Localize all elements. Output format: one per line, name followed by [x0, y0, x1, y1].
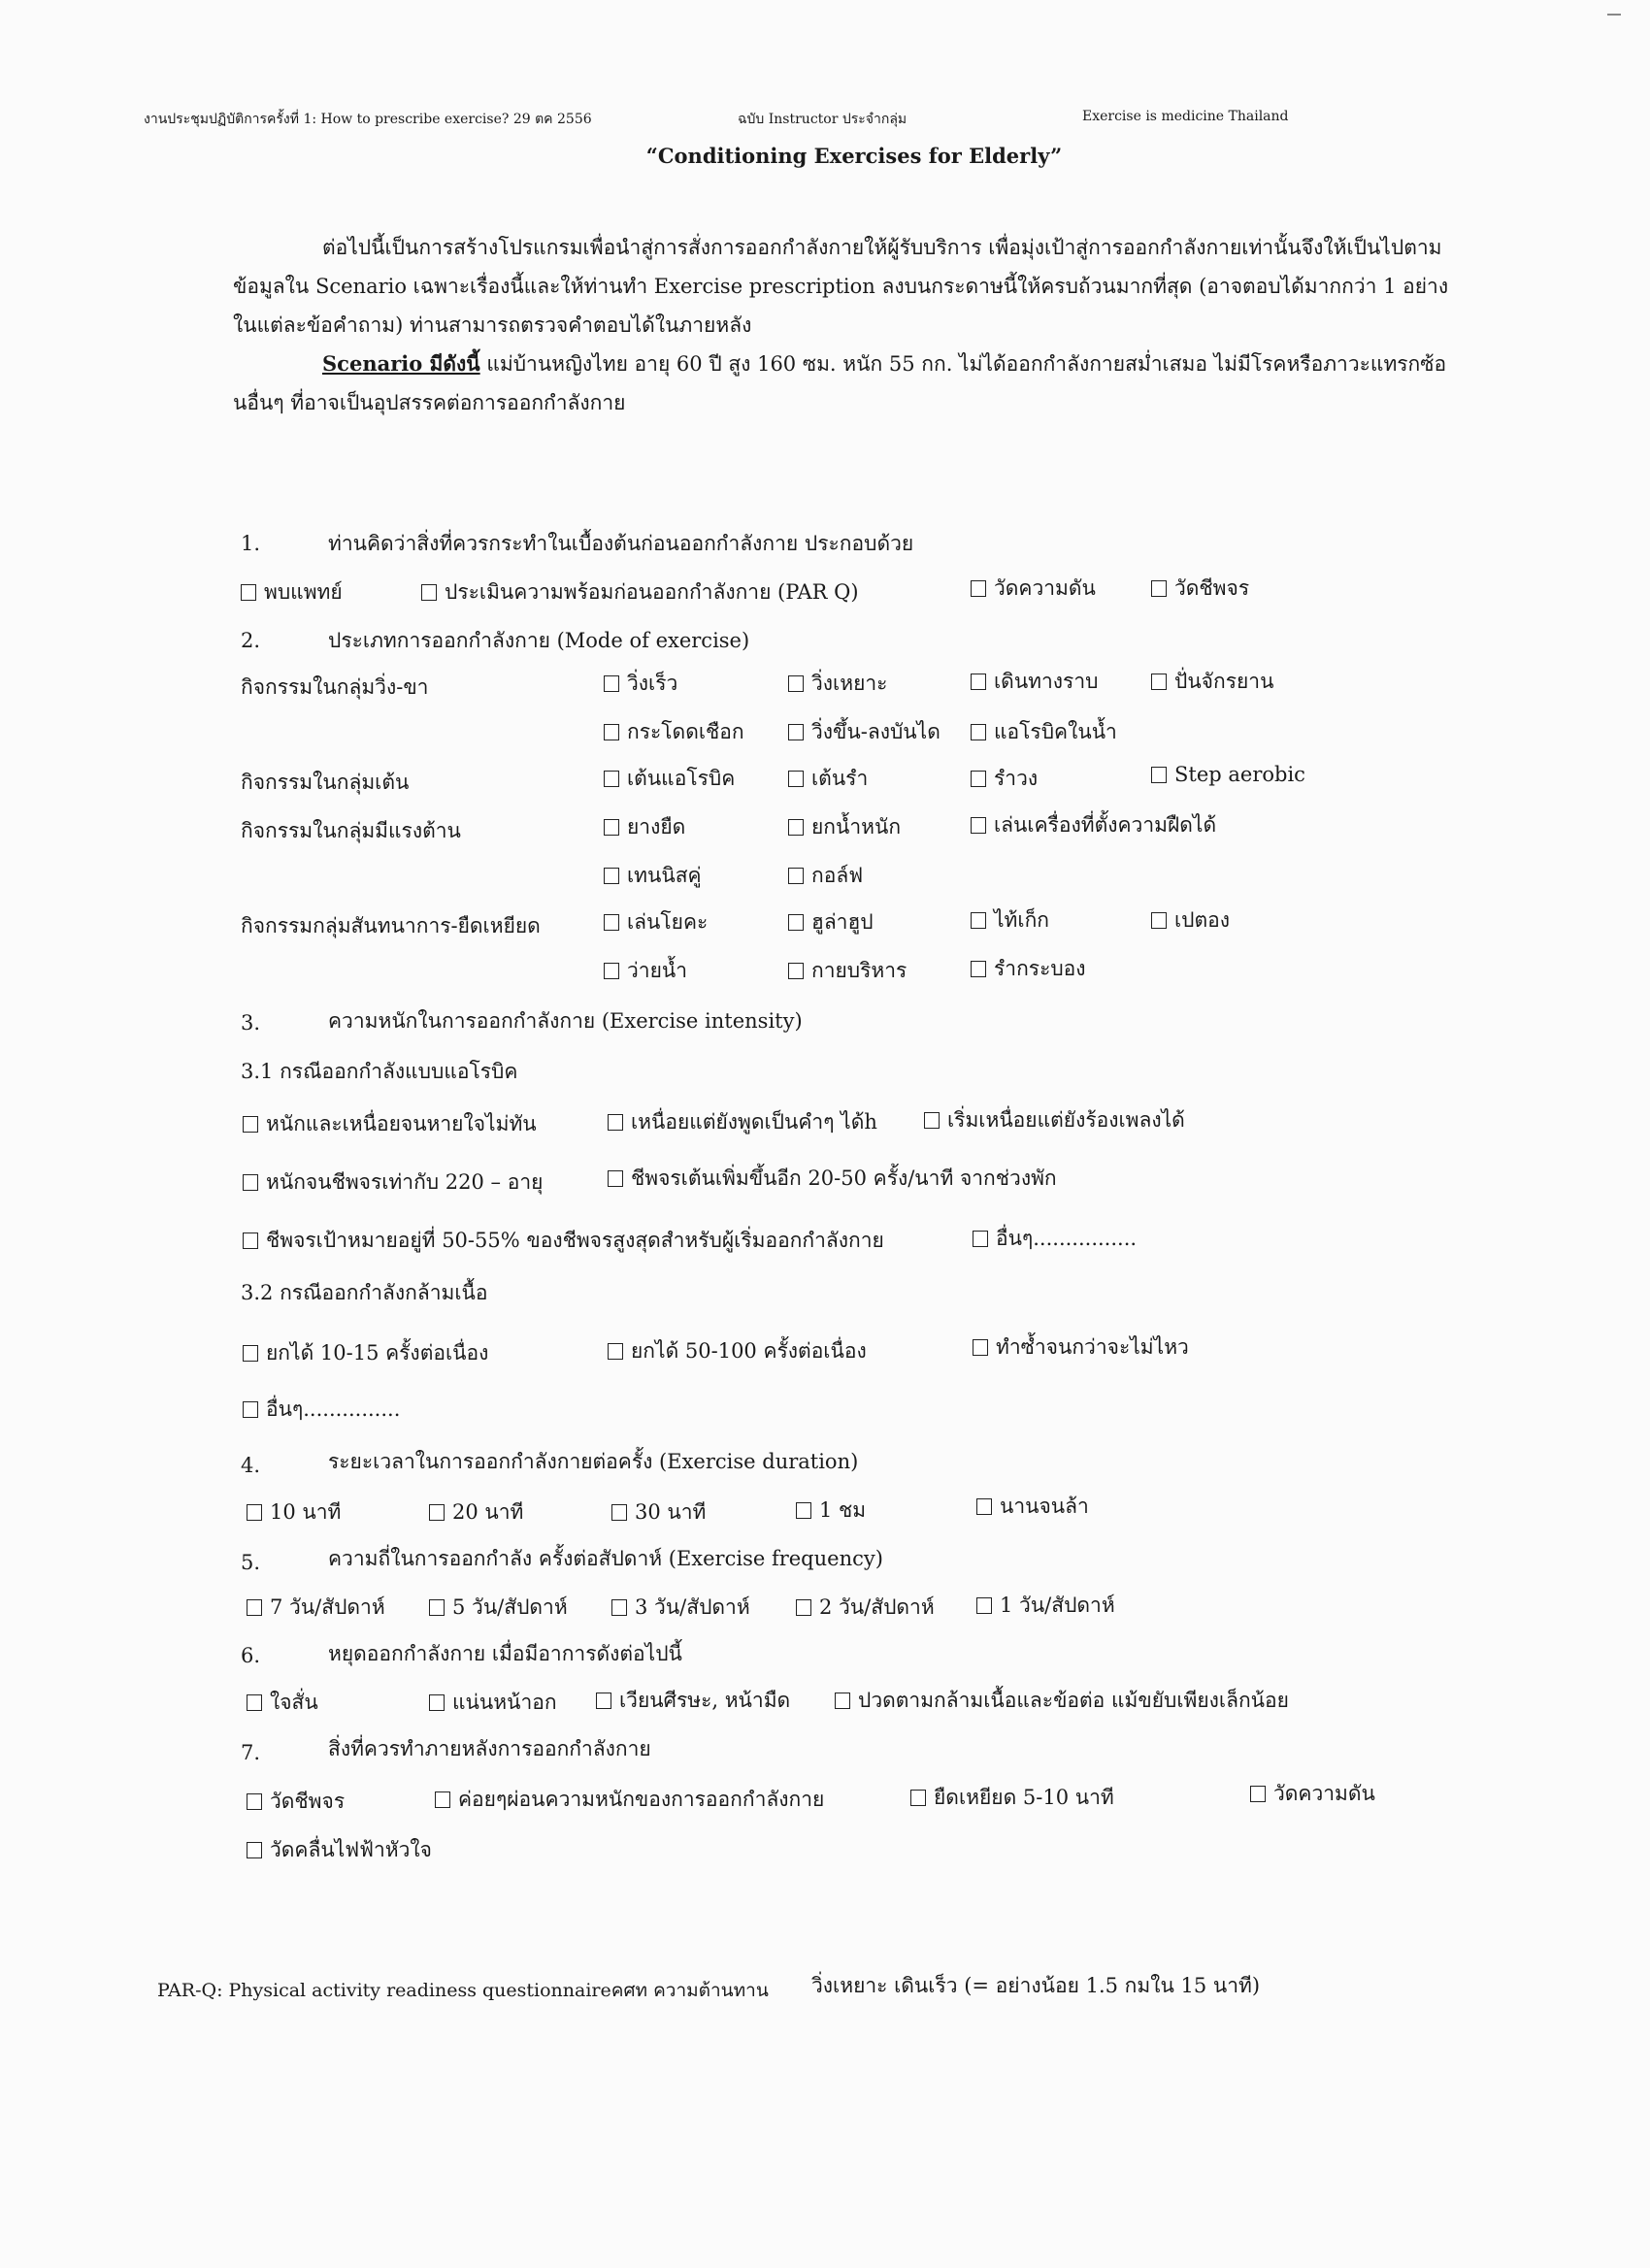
checkbox[interactable] [608, 1343, 623, 1360]
q3-question: ความหนักในการออกกำลังกาย (Exercise intensity) [328, 1009, 803, 1033]
q3-1-option[interactable]: เริ่มเหนื่อยแต่ยังร้องเพลงได้ [924, 1104, 1185, 1136]
q7-question: สิ่งที่ควรทำภายหลังการออกกำลังกาย [328, 1737, 651, 1760]
checkbox[interactable] [429, 1694, 445, 1711]
checkbox[interactable] [971, 961, 986, 977]
checkbox[interactable] [604, 868, 619, 884]
q3-2-option[interactable]: ทำซ้ำจนกว่าจะไม่ไหว [973, 1331, 1189, 1364]
checkbox[interactable] [247, 1793, 262, 1810]
checkbox[interactable] [247, 1842, 262, 1858]
q1-number: 1. [241, 532, 261, 555]
q2-group-dance-label: กิจกรรมในกลุ่มเต้น [241, 771, 410, 794]
checkbox[interactable] [973, 1231, 988, 1247]
checkbox[interactable] [604, 914, 619, 931]
checkbox[interactable] [608, 1170, 623, 1187]
checkbox[interactable] [971, 674, 986, 690]
q2-option[interactable]: ปั่นจักรยาน [1151, 666, 1273, 698]
q2-option[interactable]: รำกระบอง [971, 953, 1086, 985]
checkbox[interactable] [421, 584, 437, 601]
checkbox[interactable] [604, 819, 619, 836]
q7-number: 7. [241, 1741, 261, 1764]
q3-2-option[interactable]: ยกได้ 10-15 ครั้งต่อเนื่อง [243, 1337, 488, 1369]
checkbox[interactable] [243, 1345, 258, 1362]
q3-2-option[interactable]: ยกได้ 50-100 ครั้งต่อเนื่อง [608, 1335, 867, 1367]
checkbox[interactable] [604, 963, 619, 979]
q5-option[interactable]: 2 วัน/สัปดาห์ [796, 1592, 935, 1624]
q1-question: ท่านคิดว่าสิ่งที่ควรกระทำในเบื้องต้นก่อนออกกำลังกาย ประกอบด้วย [328, 532, 914, 555]
checkbox[interactable] [604, 675, 619, 692]
checkbox[interactable] [973, 1339, 988, 1356]
header-organization: Exercise is medicine Thailand [1082, 109, 1289, 124]
footer-parq-note: PAR-Q: Physical activity readiness questionnaireคศท ความต้านทาน [157, 1980, 769, 2001]
header-workshop: งานประชุมปฏิบัติการครั้งที่ 1: How to prescribe exercise? 29 ตค 2556 [144, 112, 592, 127]
q4-option[interactable]: นานจนล้า [976, 1491, 1089, 1523]
q4-option[interactable]: 10 นาที [247, 1496, 341, 1528]
q3-1-option[interactable]: เหนื่อยแต่ยังพูดเป็นคำๆ ได้h [608, 1106, 877, 1138]
checkbox[interactable] [796, 1502, 811, 1519]
q1-option-parq[interactable]: ประเมินความพร้อมก่อนออกกำลังกาย (PAR Q) [421, 576, 859, 608]
intro-block [233, 228, 1456, 422]
q2-option[interactable]: ว่ายน้ำ [604, 955, 687, 987]
q2-option[interactable]: แอโรบิคในน้ำ [971, 716, 1117, 748]
scenario-text: แม่บ้านหญิงไทย อายุ 60 ปี สูง 160 ซม. หนัก 55 กก. ไม่ได้ออกกำลังกายสม่ำเสมอ ไม่มีโรคหรือภาวะแทรกซ้อนอื่นๆ ที่อาจเป็นอุปสรรคต่อการออกกำลังกาย [233, 352, 1447, 414]
checkbox[interactable] [924, 1112, 940, 1129]
checkbox[interactable] [247, 1504, 262, 1521]
q2-option[interactable]: เต้นแอโรบิค [604, 763, 735, 795]
q3-1-option[interactable]: ชีพจรเต้นเพิ่มขึ้นอีก 20-50 ครั้ง/นาที จากช่วงพัก [608, 1163, 1057, 1195]
q3-2-title: 3.2 กรณีออกกำลังกล้ามเนื้อ [241, 1281, 488, 1304]
checkbox[interactable] [243, 1401, 258, 1418]
q1-option-see-doctor[interactable]: พบแพทย์ [241, 576, 343, 608]
checkbox[interactable] [243, 1174, 258, 1191]
q2-option[interactable]: เล่นโยคะ [604, 906, 708, 938]
checkbox[interactable] [788, 963, 804, 979]
q4-question: ระยะเวลาในการออกกำลังกายต่อครั้ง (Exercise duration) [328, 1450, 859, 1473]
q4-number: 4. [241, 1454, 261, 1477]
checkbox[interactable] [788, 724, 804, 740]
q2-group-running-label: กิจกรรมในกลุ่มวิ่ง-ขา [241, 675, 429, 699]
q2-group-resistance-label: กิจกรรมในกลุ่มมีแรงต้าน [241, 819, 461, 842]
q4-option[interactable]: 20 นาที [429, 1496, 523, 1528]
footer-walking-note: วิ่งเหยาะ เดินเร็ว (= อย่างน้อย 1.5 กมใน 15 นาที) [811, 1974, 1261, 1997]
q2-option[interactable]: เดินทางราบ [971, 666, 1098, 698]
q7-option[interactable]: ค่อยๆผ่อนความหนักของการออกกำลังกาย [435, 1784, 824, 1816]
intro-paragraph: ต่อไปนี้เป็นการสร้างโปรแกรมเพื่อนำสู่การสั่งการออกกำลังกายให้ผู้รับบริการ เพื่อมุ่งเป้าสู่การออกกำลังกายเท่านั้นจึงให้เป็นไปตามข้อมูลใน Scenario เฉพาะเรื่องนี้และให้ท่านทำ Exercise prescription ลงบนกระดาษนี้ให้ครบถ้วนมากที่สุด (อาจตอบได้มากกว่า 1 อย่างในแต่ละข้อคำถาม) ท่านสามารถตรวจคำตอบได้ในภายหลัง [233, 236, 1449, 337]
q1-option-blood-pressure[interactable]: วัดความดัน [971, 573, 1096, 605]
q3-1-option[interactable]: ชีพจรเป้าหมายอยู่ที่ 50-55% ของชีพจรสูงสุดสำหรับผู้เริ่มออกกำลังกาย [243, 1225, 884, 1257]
checkbox[interactable] [971, 912, 986, 929]
checkbox[interactable] [611, 1504, 627, 1521]
q2-option[interactable]: ไท้เก็ก [971, 904, 1049, 937]
q2-option[interactable]: เล่นเครื่องที่ตั้งความฝืดได้ [971, 809, 1216, 841]
q2-option[interactable]: ยางยืด [604, 811, 685, 843]
q2-option[interactable]: วิ่งเร็ว [604, 668, 677, 700]
checkbox[interactable] [435, 1791, 450, 1808]
q2-option[interactable]: เปตอง [1151, 904, 1230, 937]
q4-option[interactable]: 1 ชม [796, 1495, 866, 1527]
checkbox[interactable] [971, 580, 986, 597]
q2-option[interactable]: เต้นรำ [788, 763, 868, 795]
checkbox[interactable] [976, 1498, 992, 1515]
checkbox[interactable] [788, 771, 804, 787]
q6-option[interactable]: ปวดตามกล้ามเนื้อและข้อต่อ แม้ขยับเพียงเล็กน้อย [835, 1685, 1289, 1717]
q2-option[interactable]: วิ่งเหยาะ [788, 668, 887, 700]
checkbox[interactable] [596, 1693, 611, 1709]
checkbox[interactable] [1151, 912, 1167, 929]
checkbox[interactable] [243, 1233, 258, 1249]
q2-option[interactable]: ฮูล่าฮูป [788, 906, 874, 938]
q2-option[interactable]: Step aerobic [1151, 763, 1305, 786]
checkbox[interactable] [611, 1599, 627, 1616]
checkbox[interactable] [429, 1599, 445, 1616]
checkbox[interactable] [1151, 767, 1167, 783]
checkbox[interactable] [243, 1116, 258, 1133]
checkbox[interactable] [971, 724, 986, 740]
q6-option[interactable]: แน่นหน้าอก [429, 1687, 557, 1719]
checkbox[interactable] [1250, 1786, 1266, 1802]
q2-option[interactable]: กอล์ฟ [788, 860, 863, 892]
checkbox[interactable] [835, 1693, 850, 1709]
q2-option[interactable]: วิ่งขึ้น-ลงบันได [788, 716, 940, 748]
q3-1-title: 3.1 กรณีออกกำลังแบบแอโรบิค [241, 1060, 518, 1083]
q5-option[interactable]: 1 วัน/สัปดาห์ [976, 1590, 1115, 1622]
checkbox[interactable] [608, 1114, 623, 1131]
q3-1-option[interactable]: หนักจนชีพจรเท่ากับ 220 – อายุ [243, 1167, 543, 1199]
q6-option[interactable]: เวียนศีรษะ, หน้ามืด [596, 1685, 790, 1717]
checkbox[interactable] [788, 868, 804, 884]
q1-option-pulse[interactable]: วัดชีพจร [1151, 573, 1249, 605]
q3-2-option[interactable]: อื่นๆ............... [243, 1394, 400, 1426]
q7-option[interactable]: วัดคลื่นไฟฟ้าหัวใจ [247, 1834, 432, 1866]
q5-option[interactable]: 3 วัน/สัปดาห์ [611, 1592, 750, 1624]
checkbox[interactable] [971, 817, 986, 834]
scenario-paragraph [233, 345, 1456, 422]
checkbox[interactable] [1151, 674, 1167, 690]
checkbox[interactable] [788, 819, 804, 836]
checkbox[interactable] [910, 1790, 926, 1806]
q2-option[interactable]: กายบริหาร [788, 955, 907, 987]
q2-option[interactable]: เทนนิสคู่ [604, 860, 702, 892]
checkbox[interactable] [247, 1599, 262, 1616]
q2-option[interactable]: ยกน้ำหนัก [788, 811, 901, 843]
q2-number: 2. [241, 629, 261, 652]
scenario-label: Scenario มีดังนี้ [322, 351, 480, 376]
page-title: “Conditioning Exercises for Elderly” [645, 144, 1063, 168]
checkbox[interactable] [247, 1694, 262, 1711]
checkbox[interactable] [429, 1504, 445, 1521]
checkbox[interactable] [604, 724, 619, 740]
q2-group-recreation-label: กิจกรรมกลุ่มสันทนาการ-ยืดเหยียด [241, 914, 541, 937]
checkbox[interactable] [788, 675, 804, 692]
q6-question: หยุดออกกำลังกาย เมื่อมีอาการดังต่อไปนี้ [328, 1642, 682, 1665]
q2-option[interactable]: รำวง [971, 763, 1038, 795]
q7-option[interactable]: วัดชีพจร [247, 1786, 345, 1818]
q2-question: ประเภทการออกกำลังกาย (Mode of exercise) [328, 629, 750, 652]
q6-option[interactable]: ใจสั่น [247, 1687, 318, 1719]
q4-option[interactable]: 30 นาที [611, 1496, 706, 1528]
checkbox[interactable] [976, 1597, 992, 1614]
q3-number: 3. [241, 1011, 261, 1035]
q3-1-option[interactable]: หนักและเหนื่อยจนหายใจไม่ทัน [243, 1108, 537, 1140]
checkbox[interactable] [788, 914, 804, 931]
q5-option[interactable]: 7 วัน/สัปดาห์ [247, 1592, 385, 1624]
checkbox[interactable] [604, 771, 619, 787]
q7-option[interactable]: วัดความดัน [1250, 1778, 1375, 1810]
checkbox[interactable] [241, 584, 256, 601]
header-version: ฉบับ Instructor ประจำกลุ่ม [738, 112, 908, 127]
q3-1-option[interactable]: อื่นๆ................ [973, 1223, 1137, 1255]
q5-number: 5. [241, 1551, 261, 1574]
q7-option[interactable]: ยืดเหยียด 5-10 นาที [910, 1782, 1114, 1814]
q2-option[interactable]: กระโดดเชือก [604, 716, 744, 748]
q6-number: 6. [241, 1644, 261, 1667]
q5-option[interactable]: 5 วัน/สัปดาห์ [429, 1592, 568, 1624]
q5-question: ความถี่ในการออกกำลัง ครั้งต่อสัปดาห์ (Exercise frequency) [328, 1547, 883, 1570]
checkbox[interactable] [1151, 580, 1167, 597]
scan-artifact [1607, 14, 1621, 16]
checkbox[interactable] [796, 1599, 811, 1616]
checkbox[interactable] [971, 771, 986, 787]
